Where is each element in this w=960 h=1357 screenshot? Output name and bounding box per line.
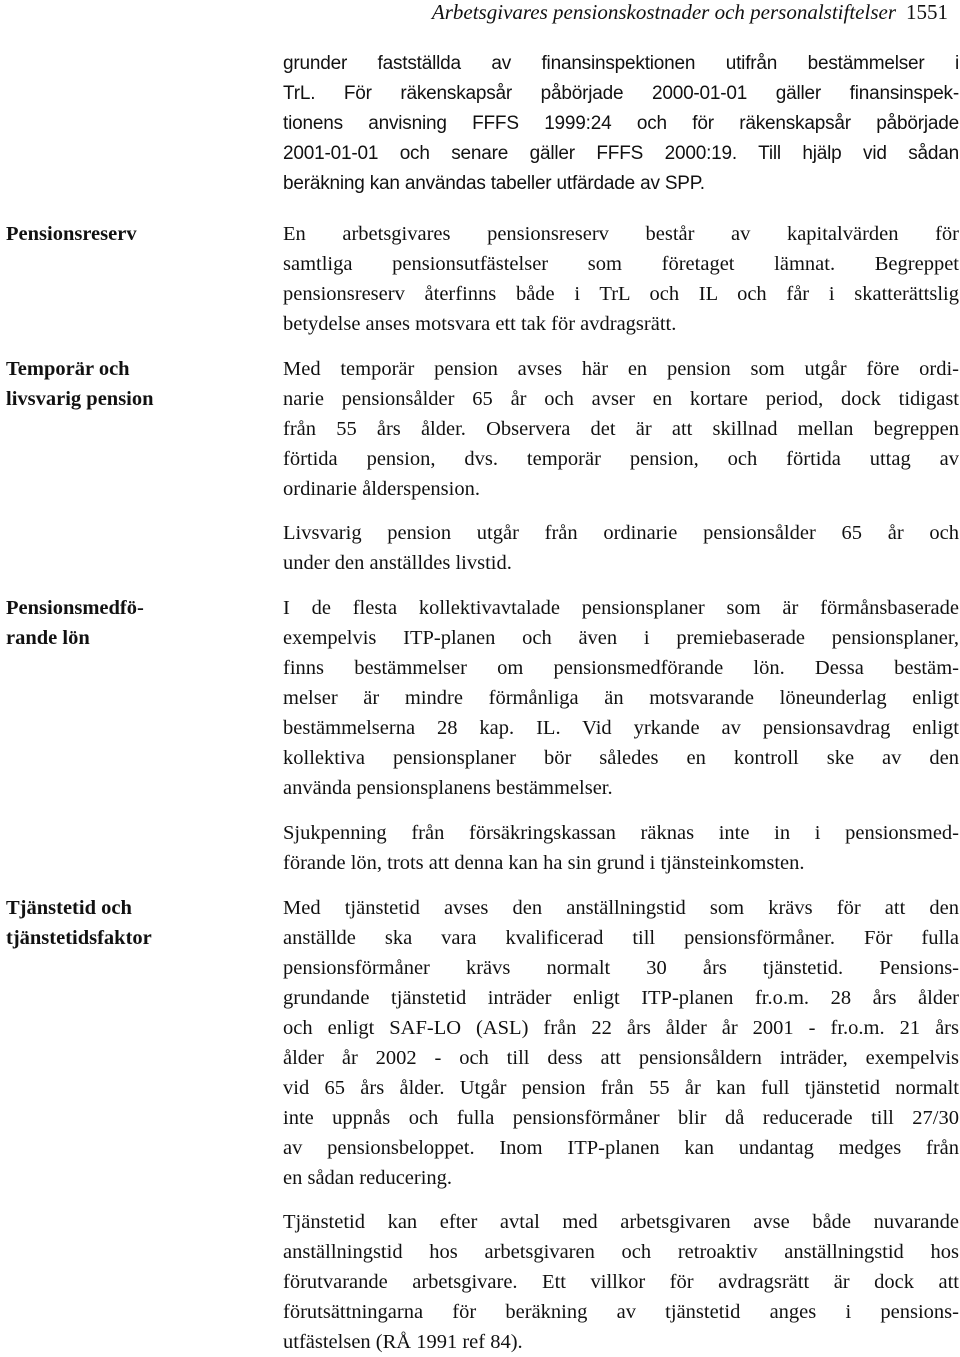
heading-line: tjänstetidsfaktor xyxy=(6,927,152,949)
text-line: utfästelsen (RÅ 1991 ref 84). xyxy=(283,1331,523,1353)
text-line: TrL. För räkenskapsår påbörjade 2000-01-01 gäller finansinspek- xyxy=(283,83,959,104)
paragraph-4 xyxy=(283,518,959,578)
heading-line: rande lön xyxy=(6,627,90,649)
text-line: 2001-01-01 och senare gäller FFFS 2000:19. Till hjälp vid sådan xyxy=(283,143,959,164)
text-line: ordinarie ålderspension. xyxy=(283,478,480,500)
margin-heading-pensionsreserv xyxy=(6,219,276,249)
margin-heading-temporar-livsvarig xyxy=(6,354,276,414)
text-line: samtliga pensionsutfästelser som företaget lämnat. Begreppet xyxy=(283,253,959,275)
text-line: Med tjänstetid avses den anställningstid som krävs för att den xyxy=(283,897,959,919)
text-line: tionens anvisning FFFS 1999:24 och för räkenskapsår påbörjade xyxy=(283,113,959,134)
text-line: bestämmelserna 28 kap. IL. Vid yrkande av pensionsavdrag enligt xyxy=(283,717,959,739)
text-line: grunder fastställda av finansinspektionen utifrån bestämmelser i xyxy=(283,53,959,74)
text-line: använda pensionsplanens bestämmelser. xyxy=(283,777,613,799)
text-line: anställningstid hos arbetsgivaren och retroaktiv anställningstid hos xyxy=(283,1241,959,1263)
text-line: Tjänstetid kan efter avtal med arbetsgivaren avse både nuvarande xyxy=(283,1211,959,1233)
text-line: Livsvarig pension utgår från ordinarie pensionsålder 65 år och xyxy=(283,522,959,544)
text-line: och enligt SAF-LO (ASL) från 22 års ålder år 2001 - fr.o.m. 21 års xyxy=(283,1017,959,1039)
text-line: melser är mindre förmånliga än motsvarande löneunderlag enligt xyxy=(283,687,959,709)
heading-line: livsvarig pension xyxy=(6,388,154,410)
text-line: inte uppnås och fulla pensionsförmåner blir då reducerade till 27/30 xyxy=(283,1107,959,1129)
text-line: kollektiva pensionsplaner bör således en kontroll ske av den xyxy=(283,747,959,769)
running-header xyxy=(432,0,948,25)
text-line: pensionsförmåner krävs normalt 30 års tjänstetid. Pensions- xyxy=(283,957,959,979)
paragraph-3 xyxy=(283,354,959,504)
paragraph-1 xyxy=(283,49,959,199)
running-header-title: Arbetsgivares pensionskostnader och personalstiftelser xyxy=(431,0,896,24)
text-line: av pensionsbeloppet. Inom ITP-planen kan undantag medges från xyxy=(283,1137,959,1159)
text-line: förtida pension, dvs. temporär pension, och förtida uttag av xyxy=(283,448,959,470)
text-line: förutvarande arbetsgivare. Ett villkor för avdragsrätt är dock att xyxy=(283,1271,959,1293)
text-line: En arbetsgivares pensionsreserv består av kapitalvärden för xyxy=(283,223,959,245)
text-line: narie pensionsålder 65 år och avser en kortare period, dock tidigast xyxy=(283,388,959,410)
text-line: förutsättningarna för beräkning av tjänstetid anges i pensions- xyxy=(283,1301,959,1323)
text-line: finns bestämmelser om pensionsmedförande lön. Dessa bestäm- xyxy=(283,657,959,679)
paragraph-6 xyxy=(283,818,959,878)
text-line: anställde ska vara kvalificerad till pensionsförmåner. För fulla xyxy=(283,927,959,949)
text-line: Sjukpenning från försäkringskassan räknas inte in i pensionsmed- xyxy=(283,822,959,844)
paragraph-2 xyxy=(283,219,959,339)
page-number: 1551 xyxy=(906,0,948,24)
heading-line: Tjänstetid och xyxy=(6,897,132,919)
paragraph-5 xyxy=(283,593,959,803)
text-line: pensionsreserv återfinns både i TrL och IL och får i skatterättslig xyxy=(283,283,959,305)
text-line: grundande tjänstetid inträder enligt ITP-planen fr.o.m. 28 års ålder xyxy=(283,987,959,1009)
paragraph-8 xyxy=(283,1207,959,1357)
heading-line: Pensionsreserv xyxy=(6,223,137,245)
text-line: vid 65 års ålder. Utgår pension från 55 år kan full tjänstetid normalt xyxy=(283,1077,959,1099)
text-line: ålder år 2002 - och till dess att pensionsåldern inträder, exempelvis xyxy=(283,1047,959,1069)
text-line: förande lön, trots att denna kan ha sin grund i tjänsteinkomsten. xyxy=(283,852,805,874)
text-line: under den anställdes livstid. xyxy=(283,552,512,574)
heading-line: Pensionsmedfö- xyxy=(6,597,144,619)
margin-heading-pensionsmedforande-lon xyxy=(6,593,276,653)
text-line: beräkning kan användas tabeller utfärdade av SPP. xyxy=(283,173,705,194)
text-line: exempelvis ITP-planen och även i premiebaserade pensionsplaner, xyxy=(283,627,959,649)
text-line: betydelse anses motsvara ett tak för avdragsrätt. xyxy=(283,313,677,335)
paragraph-7 xyxy=(283,893,959,1193)
text-line: Med temporär pension avses här en pension som utgår före ordi- xyxy=(283,358,959,380)
heading-line: Temporär och xyxy=(6,358,130,380)
text-line: från 55 års ålder. Observera det är att skillnad mellan begreppen xyxy=(283,418,959,440)
text-line: en sådan reducering. xyxy=(283,1167,453,1189)
margin-heading-tjanstetid xyxy=(6,893,276,953)
text-line: I de flesta kollektivavtalade pensionsplaner som är förmånsbaserade xyxy=(283,597,959,619)
